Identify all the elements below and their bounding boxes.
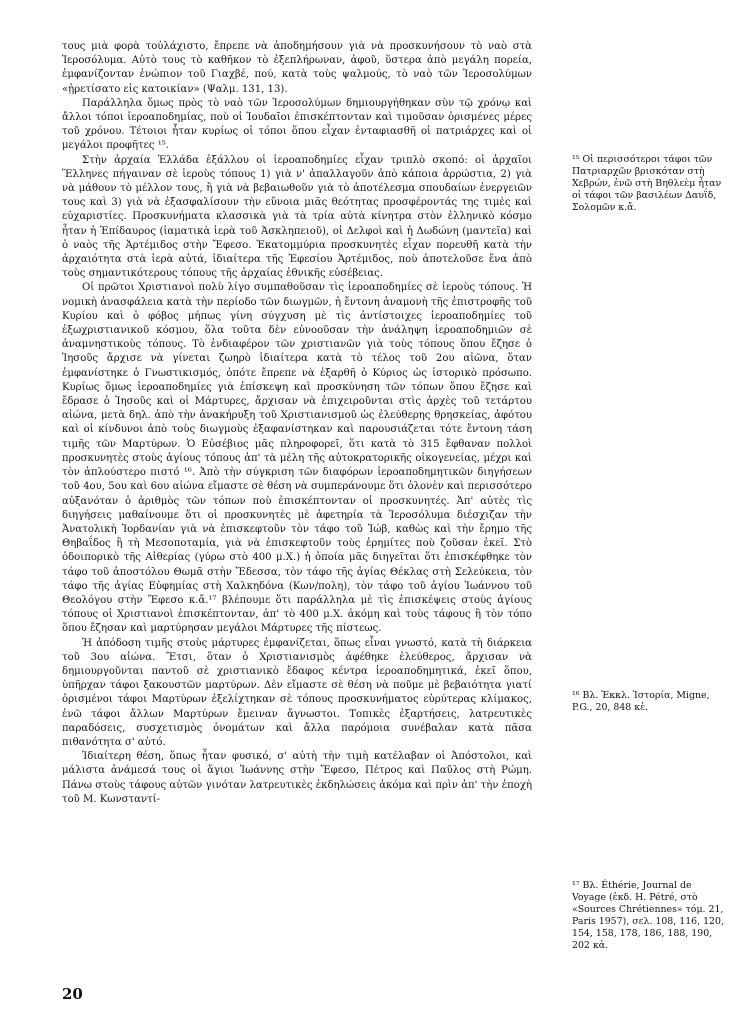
paragraph: Παράλληλα ὅμως πρὸς τὸ ναὸ τῶν Ἱεροσολύμων δημιουργήθηκαν σὺν τῷ χρόνῳ καὶ ἄλλοι τόποι ἱεροαποδημίας, ποὺ οἱ Ἰουδαῖοι ἐπισκέπτονταν καὶ τιμοῦσαν ὁρισμένες μέρες τοῦ χρόνου. Τέτοιοι ἦταν κυρίως οἱ τόποι ὅπου εἶχαν ἐνταφιασθῆ οἱ πατριάρχες καὶ οἱ μεγάλοι προφῆτες ¹⁵. [62,97,532,152]
footnote-16: ¹⁶ Βλ. Ἐκκλ. Ἱστορία, Migne, P.G., 20, 848 κἑ. [572,690,710,713]
paragraph: Ἰδιαίτερη θέση, ὅπως ἦταν φυσικό, σ' αὐτὴ τὴν τιμὴ κατέλαβαν οἱ Ἀπόστολοι, καὶ μάλιστα ἀνάμεσά τους οἱ ἅγιοι Ἰωάννης στὴν Ἔφεσο, Πέτρος καὶ Παῦλος στὴ Ρώμη. Πάνω στοὺς τάφους αὐτῶν γινόταν λατρευτικὲς ἐκδηλώσεις ἀκόμα καὶ πρὶν ἀπ' τὴν ἐποχὴ τοῦ Μ. Κωνσταντί- [62,751,532,805]
paragraph: Οἱ πρῶτοι Χριστιανοὶ πολὺ λίγο συμπαθοῦσαν τὶς ἱεροαποδημίες σὲ ἱεροὺς τόπους. Ἡ νομικὴ ἀνασφάλεια κατὰ τὴν περίοδο τῶν διωγμῶν, ἡ ἔντονη ἀναμονὴ τῆς ἐπιστροφῆς τοῦ Κυρίου καὶ ὁ φόβος μήπως γίνη σύγχυση μὲ τὶς ἀντίστοιχες ἱεροαποδημίες τοῦ ἐξωχριστιανικοῦ κόσμου, ὅλα τοῦτα δὲν εὐνοοῦσαν τὴν ἀνάληψη ἱεροαποδημιῶν σὲ ἀναμνηστικοὺς τόπους. Τὸ ἐνδιαφέρον τῶν χριστιανῶν γιὰ τοὺς τόπους ὅπου ἔζησε ὁ Ἰησοῦς ἄρχισε νὰ γίνεται ζωηρὸ ἰδιαίτερα κατὰ τὸ τέλος τοῦ 2ου αἰῶνα, ὅταν ἐμφανίστηκε ὁ Γνωστικισμός, ὁπότε ἔπρεπε νὰ ἐξαρθῆ ὁ Κύριος ὡς ἱστορικὸ πρόσωπο. Κυρίως ὅμως ἱεροαποδημίες γιὰ ἐπίσκεψη καὶ προσκύνηση τῶν τόπων ὅπου ἔζησε καὶ ἔδρασε ὁ Ἰησοῦς καὶ οἱ Μάρτυρες, ἄρχισαν νὰ ἐπιχειροῦνται στὶς ἀρχὲς τοῦ τετάρτου αἰώνα, μετὰ δηλ. ἀπὸ τὴν ἀνακήρυξη τοῦ Χριστιανισμοῦ ὡς ἐλεύθερης θρησκείας, ἀφότου καὶ οἱ κίνδυνοι ἀπὸ τοὺς διωγμοὺς ἐξαφανίστηκαν καὶ παρουσιάζεται τότε ἔντονη τάση τιμῆς τῶν Μαρτύρων. Ὁ Εὐσέβιος μᾶς πληροφορεῖ, ὅτι κατὰ τὸ 315 ἔφθαναν πολλοὶ προσκυνητὲς στοὺς ἁγίους τόπους ἀπ' τὰ μέλη τῆς αὐτοκρατορικῆς οἰκογενείας, μέχρι καὶ τὸν ἁπλούστερο πιστό ¹⁶. Ἀπὸ τὴν σύγκριση τῶν διαφόρων ἱεροαποδημητικῶν διηγήσεων τοῦ 4ου, 5ου καὶ 6ου αἰώνα εἴμαστε σὲ θέση νὰ συμπεράνουμε ὅτι ὁλονὲν καὶ περισσότερο αὐξανόταν ὁ ἀριθμὸς τῶν τόπων ποὺ ἐπισκέπτονταν οἱ προσκυνητές. Ἀπ' αὐτὲς τὶς διηγήσεις μαθαίνουμε ὅτι οἱ προσκυνητὲς μὲ ἀφετηρία τὰ Ἱεροσόλυμα διέσχιζαν τὴν Ἀνατολικὴ Ἰορδανίαν γιὰ νὰ ἐπισκεφτοῦν τὸν τάφο τοῦ Ἰώβ, καθὼς καὶ τὴν ἔρημο τῆς Θηβαΐδος ἢ τὴ Μεσοποταμία, γιὰ νὰ ἐπισκεφτοῦν τοὺς ἐρημίτες ποὺ ζοῦσαν ἐκεῖ. Στὸ ὁδοιπορικὸ τῆς Αἰθερίας (γύρω στὸ 400 μ.Χ.) ἡ ὁποία μᾶς διηγεῖται ὅτι ἐπισκέφθηκε τὸν τάφο τοῦ ἀποστόλου Θωμᾶ στὴν Ἔδεσσα, τὸν τάφο τῆς ἁγίας Θέκλας στὴ Σελεύκεια, τὸν τάφο τῆς ἁγίας Εὐφημίας στὴ Χαλκηδόνα (Κων/πολη), τὸν τάφο τοῦ ἁγίου Ἰωάννου τοῦ Θεολόγου στὴν Ἔφεσο κ.ἄ.¹⁷ βλέπουμε ὅτι παράλληλα μὲ τὶς ἐπισκέψεις στοὺς ἁγίους τόπους οἱ Χριστιανοὶ ἐπισκέπτονταν, ἀπ' τὸ 400 μ.Χ. ἀκόμη καὶ τοὺς τάφους ἢ τὸν τόπο ὅπου ἔζησαν καὶ μαρτύρησαν μεγάλοι Μάρτυρες τῆς πίστεως. [62,282,532,635]
paragraph: Ἡ ἀπόδοση τιμῆς στοὺς μάρτυρες ἐμφανίζεται, ὅπως εἶναι γνωστό, κατὰ τὴ διάρκεια τοῦ 3ου αἰώνα. Ἔτσι, ὅταν ὁ Χριστιανισμὸς ἀφέθηκε ἐλεύθερος, ἄρχισαν νὰ δημιουργοῦνται παντοῦ σὲ χριστιανικὸ ἔδαφος κέντρα ἱεροαποδημητικά, ἐκεῖ ὅπου, ὑπῆρχαν τάφοι ξακουστῶν μαρτύρων. Δὲν εἴμαστε σὲ θέση νὰ ποῦμε μὲ βεβαιότητα γιατί ὁρισμένοι τάφοι Μαρτύρων ἐξελίχτηκαν σὲ τόπους προσκυνήματος εὐρύτερας κλίμακος, ἐνῶ τάφοι ἄλλων Μαρτύρων ἔμειναν ἄγνωστοι. Τοπικὲς ἐξαρτήσεις, λατρευτικὲς παραδόσεις, συσχετισμὸς ὀνομάτων καὶ ἄλλα παρόμοια συνέβαλαν κατὰ πᾶσα πιθανότητα σ' αὐτό. [62,637,532,748]
main-text-column [62,40,532,807]
footnote-17: ¹⁷ Βλ. Éthérie, Journal de Voyage (ἐκδ. H. Pétré, στὸ «Sources Chrétiennes» τόμ. 21, Paris 1957), σελ. 108, 116, 120, 154, 158, 178, 186, 188, 190, 202 κἀ. [572,880,724,951]
paragraph: τους μιὰ φορὰ τοὐλάχιστο, ἔπρεπε νὰ ἀποδημήσουν γιὰ νὰ προσκυνήσουν τὸ ναὸ στὰ Ἱεροσόλυμα. Αὐτὸ τους τὸ καθῆκον τὸ ἐξεπλήρωναν, ἀφοῦ, ὕστερα ἀπὸ μεγάλη πορεία, ἐμφανίζονταν ἐνώπιον τοῦ Γιαχβέ, πού, κατὰ τοὺς ψαλμούς, τὸ ναὸ τῶν Ἱεροσολύμων «ᾑρετίσατο εἰς κατοικίαν» (Ψαλμ. 131, 13). [62,41,532,95]
paragraph: Στὴν ἀρχαία Ἑλλάδα ἐξάλλου οἱ ἱεροαποδημίες εἶχαν τριπλὸ σκοπό: οἱ ἀρχαῖοι Ἕλληνες πήγαιναν σὲ ἱεροὺς τόπους 1) γιὰ ν' ἀπαλλαγοῦν ἀπὸ κάποια ἀρρώστια, 2) γιὰ νὰ μάθουν τὸ μέλλον τους, ἢ γιὰ νὰ βεβαιωθοῦν γιὰ τὸ ἀποτέλεσμα σπουδαίων ἐνεργειῶν τους καὶ 3) γιὰ νὰ ἐξασφαλίσουν τὴν εὔνοια μιᾶς θεότητας προσφέροντάς της τιμὲς καὶ εὐχαριστίες. Προσκυνήματα κλασσικὰ γιὰ τὰ τρία αὐτὰ κίνητρα στὸν ἑλληνικὸ κόσμο ἦταν ἡ Ἐπίδαυρος (ἰαματικὰ ἱερὰ τοῦ Ἀσκληπειοῦ), οἱ Δελφοὶ καὶ ἡ Δωδώνη (μαντεῖα) καὶ ὁ ναὸς τῆς Ἀρτέμιδος στὴν Ἔφεσο. Ἑκατομμύρια προσκυνητὲς εἶχαν πορευθῆ κατὰ τὴν ἀρχαιότητα στὰ ἱερὰ αὐτά, ἰδιαίτερα τῆς Ἐφεσίου Ἀρτέμιδος, ποὺ ἀποτελοῦσε ἕνα ἀπὸ τοὺς σημαντικότερους τόπους τῆς ἀρχαίας ἐθνικῆς εὐσέβειας. [62,154,532,280]
page-number: 20 [62,985,83,1003]
footnote-15: ¹⁵ Οἱ περισσότεροι τάφοι τῶν Πατριαρχῶν βρισκόταν στὴ Χεβρών, ἐνῶ στὴ Βηθλεὲμ ἦταν οἱ τάφοι τῶν βασιλέων Δαυΐδ, Σολομῶν κ.ἄ. [572,154,722,213]
